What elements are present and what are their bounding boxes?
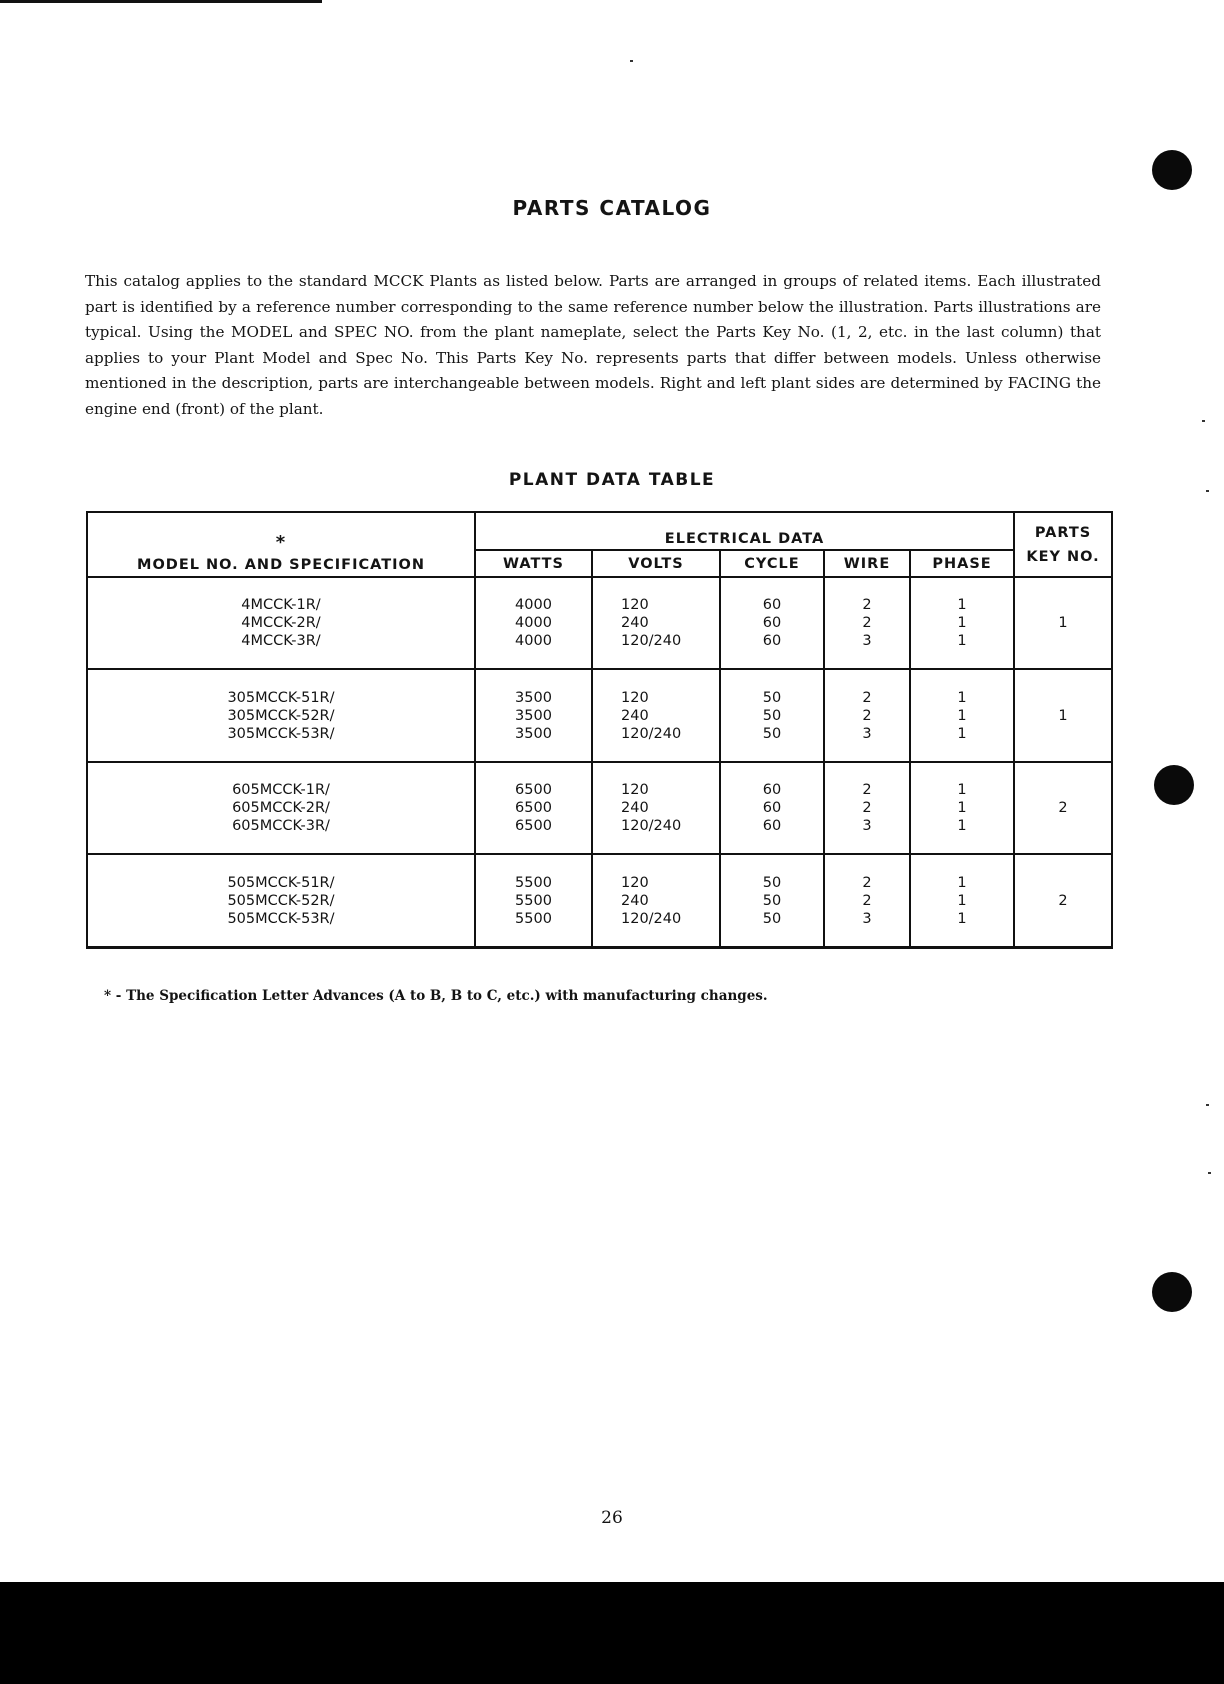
phase-cell xyxy=(910,577,1014,669)
model-value: 305MCCK-53R/ xyxy=(227,725,335,742)
wire-cell xyxy=(824,669,910,761)
binder-hole-bottom xyxy=(1152,1272,1192,1312)
watts-value: 4000 xyxy=(515,633,552,650)
watts-value: 6500 xyxy=(515,818,552,835)
wire-value: 3 xyxy=(862,910,872,927)
phase-value: 1 xyxy=(957,874,967,891)
model-value: 605MCCK-2R/ xyxy=(232,800,330,817)
volts-value: 120 xyxy=(621,782,649,799)
header-parts-key xyxy=(1014,512,1112,577)
phase-value: 1 xyxy=(957,597,967,614)
scan-speck xyxy=(1202,420,1205,422)
footnote: * - The Specification Letter Advances (A to B, B to C, etc.) with manufacturing changes. xyxy=(104,988,768,1004)
watts-value: 5500 xyxy=(515,910,552,927)
watts-cell xyxy=(475,854,592,947)
header-cycle: CYCLE xyxy=(720,550,824,577)
cycle-value: 50 xyxy=(762,707,782,724)
phase-value: 1 xyxy=(957,818,967,835)
model-cell xyxy=(87,669,475,761)
wire-cell xyxy=(824,577,910,669)
volts-value: 120 xyxy=(621,597,649,614)
wire-value: 3 xyxy=(862,818,872,835)
scan-speck xyxy=(630,60,633,62)
page-number: 26 xyxy=(601,1508,623,1528)
volts-value: 240 xyxy=(621,892,649,909)
wire-value: 2 xyxy=(862,800,872,817)
model-value: 605MCCK-1R/ xyxy=(232,782,330,799)
scan-top-rule xyxy=(0,0,322,3)
volts-value: 120/240 xyxy=(621,633,682,650)
model-value: 4MCCK-2R/ xyxy=(241,615,321,632)
phase-cell xyxy=(910,669,1014,761)
header-electrical-data: ELECTRICAL DATA xyxy=(475,512,1014,550)
volts-value: 120/240 xyxy=(621,818,682,835)
watts-cell xyxy=(475,669,592,761)
cycle-value: 50 xyxy=(762,689,782,706)
phase-value: 1 xyxy=(957,800,967,817)
header-wire: WIRE xyxy=(824,550,910,577)
table-title: PLANT DATA TABLE xyxy=(508,470,716,490)
page-title: PARTS CATALOG xyxy=(512,196,712,220)
volts-value: 120/240 xyxy=(621,910,682,927)
binder-hole-top xyxy=(1152,150,1192,190)
cycle-cell xyxy=(720,854,824,947)
parts-key-cell: 2 xyxy=(1014,854,1112,947)
volts-cell xyxy=(592,577,720,669)
header-model-label: MODEL NO. AND SPECIFICATION xyxy=(137,557,425,573)
table-row xyxy=(87,577,1112,669)
phase-value: 1 xyxy=(957,725,967,742)
header-parts-key-line2: KEY NO. xyxy=(1026,548,1100,565)
watts-value: 6500 xyxy=(515,800,552,817)
model-value: 4MCCK-3R/ xyxy=(241,633,321,650)
scan-speck xyxy=(1206,1104,1209,1106)
plant-data-table xyxy=(86,511,1113,949)
table-row xyxy=(87,762,1112,854)
model-value: 305MCCK-51R/ xyxy=(227,689,335,706)
parts-key-cell: 1 xyxy=(1014,577,1112,669)
volts-value: 240 xyxy=(621,615,649,632)
header-model xyxy=(87,512,475,577)
header-parts-key-line1: PARTS xyxy=(1034,524,1092,541)
volts-value: 240 xyxy=(621,707,649,724)
header-watts: WATTS xyxy=(475,550,592,577)
phase-value: 1 xyxy=(957,910,967,927)
volts-value: 120/240 xyxy=(621,725,682,742)
phase-value: 1 xyxy=(957,633,967,650)
cycle-value: 60 xyxy=(762,615,782,632)
table-row xyxy=(87,669,1112,761)
spec-marker: * xyxy=(275,532,287,553)
scan-bottom-band xyxy=(0,1582,1224,1684)
phase-value: 1 xyxy=(957,615,967,632)
wire-value: 3 xyxy=(862,725,872,742)
cycle-value: 50 xyxy=(762,910,782,927)
volts-value: 120 xyxy=(621,874,649,891)
model-value: 505MCCK-52R/ xyxy=(227,892,335,909)
volts-value: 240 xyxy=(621,800,649,817)
scan-speck xyxy=(1206,490,1209,492)
volts-value: 120 xyxy=(621,689,649,706)
model-value: 305MCCK-52R/ xyxy=(227,707,335,724)
wire-value: 2 xyxy=(862,782,872,799)
watts-value: 3500 xyxy=(515,689,552,706)
model-value: 605MCCK-3R/ xyxy=(232,818,330,835)
table-row xyxy=(87,854,1112,947)
wire-value: 2 xyxy=(862,615,872,632)
watts-value: 3500 xyxy=(515,707,552,724)
cycle-value: 50 xyxy=(762,892,782,909)
parts-key-cell: 2 xyxy=(1014,762,1112,854)
phase-value: 1 xyxy=(957,707,967,724)
phase-cell xyxy=(910,854,1014,947)
watts-cell xyxy=(475,762,592,854)
cycle-value: 60 xyxy=(762,633,782,650)
intro-paragraph: This catalog applies to the standard MCCK Plants as listed below. Parts are arranged in groups of related items. Each illustrated part is identified by a reference number corresponding to the same reference number below the illustration. Parts illustrations are typical. Using the MODEL and SPEC NO. from the plant nameplate, select the Parts Key No. (1, 2, etc. in the last column) that applies to your Plant Model and Spec No. This Parts Key No. represents parts that differ between models. Unless otherwise mentioned in the description, parts are interchangeable between models. Right and left plant sides are determined by FACING the engine end (front) of the plant. xyxy=(85,272,1101,418)
cycle-value: 60 xyxy=(762,818,782,835)
header-phase: PHASE xyxy=(910,550,1014,577)
model-cell xyxy=(87,854,475,947)
cycle-cell xyxy=(720,669,824,761)
wire-value: 2 xyxy=(862,689,872,706)
phase-cell xyxy=(910,762,1014,854)
parts-key-cell: 1 xyxy=(1014,669,1112,761)
phase-value: 1 xyxy=(957,689,967,706)
cycle-value: 50 xyxy=(762,874,782,891)
watts-value: 6500 xyxy=(515,782,552,799)
table-body xyxy=(87,577,1112,948)
cycle-value: 60 xyxy=(762,597,782,614)
watts-value: 4000 xyxy=(515,597,552,614)
watts-value: 4000 xyxy=(515,615,552,632)
phase-value: 1 xyxy=(957,782,967,799)
wire-value: 2 xyxy=(862,597,872,614)
volts-cell xyxy=(592,669,720,761)
model-value: 505MCCK-51R/ xyxy=(227,874,335,891)
wire-value: 2 xyxy=(862,874,872,891)
watts-value: 3500 xyxy=(515,725,552,742)
header-volts: VOLTS xyxy=(592,550,720,577)
model-value: 4MCCK-1R/ xyxy=(241,597,321,614)
cycle-cell xyxy=(720,577,824,669)
volts-cell xyxy=(592,762,720,854)
wire-cell xyxy=(824,854,910,947)
wire-cell xyxy=(824,762,910,854)
cycle-cell xyxy=(720,762,824,854)
scan-speck xyxy=(1208,1172,1211,1174)
cycle-value: 50 xyxy=(762,725,782,742)
model-cell xyxy=(87,762,475,854)
cycle-value: 60 xyxy=(762,800,782,817)
watts-value: 5500 xyxy=(515,874,552,891)
model-cell xyxy=(87,577,475,669)
watts-value: 5500 xyxy=(515,892,552,909)
model-value: 505MCCK-53R/ xyxy=(227,910,335,927)
wire-value: 2 xyxy=(862,892,872,909)
watts-cell xyxy=(475,577,592,669)
wire-value: 3 xyxy=(862,633,872,650)
volts-cell xyxy=(592,854,720,947)
binder-hole-middle xyxy=(1154,765,1194,805)
phase-value: 1 xyxy=(957,892,967,909)
cycle-value: 60 xyxy=(762,782,782,799)
wire-value: 2 xyxy=(862,707,872,724)
